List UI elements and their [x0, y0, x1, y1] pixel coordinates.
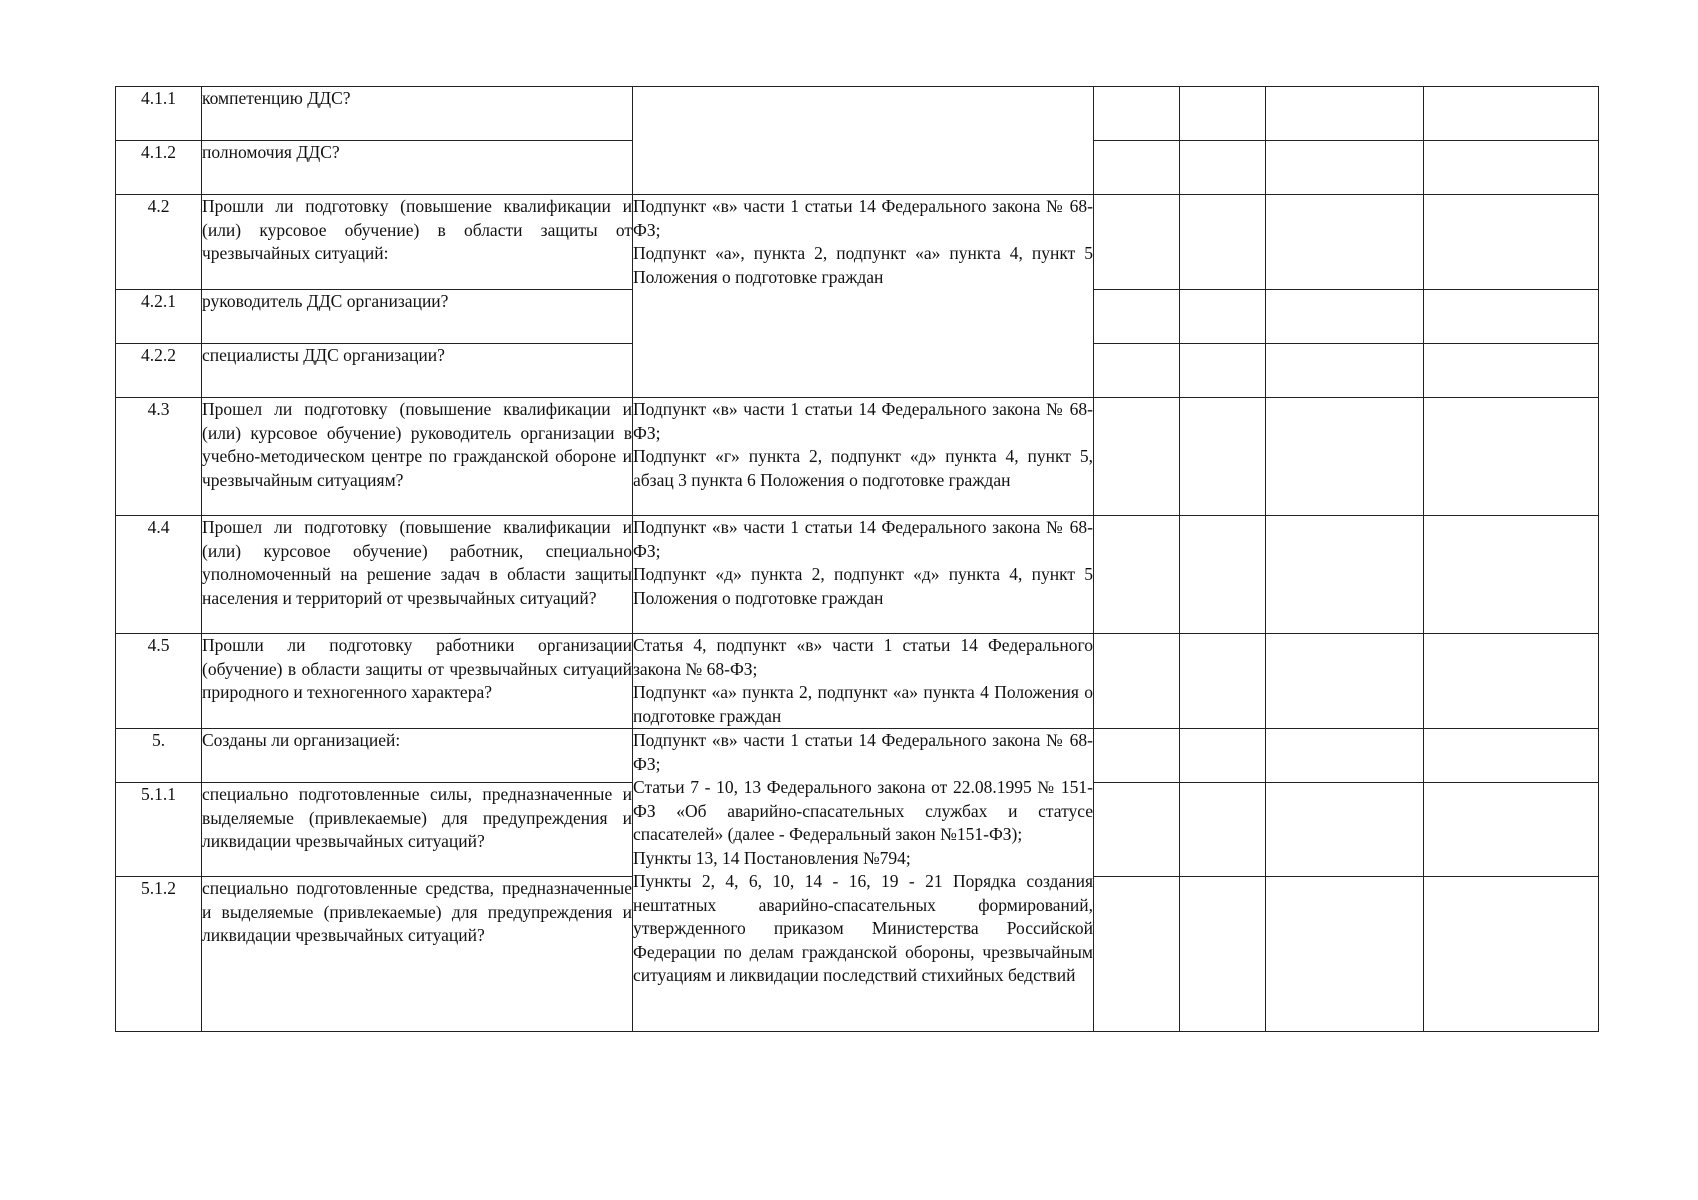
- question-text: Прошел ли подготовку (повышение квалификации и (или) курсовое обучение) работник, специально уполномоченный на решение задач в области защиты населения и территорий от чрезвычайных ситуаций?: [202, 516, 633, 634]
- legal-reference-cell: [633, 195, 1094, 398]
- not-applicable-cell: [1266, 195, 1424, 290]
- table-row: [116, 729, 1599, 783]
- table-row: [116, 87, 1599, 141]
- question-text: Прошли ли подготовку работники организации (обучение) в области защиты от чрезвычайных ситуаций природного и техногенного характера?: [202, 634, 633, 729]
- document-page: [115, 86, 1599, 1032]
- legal-reference-block: [633, 729, 1093, 1028]
- not-applicable-cell: [1266, 634, 1424, 729]
- legal-reference: Статьи 7 - 10, 13 Федерального закона от 22.08.1995 № 151-ФЗ «Об аварийно-спасательных службах и статусе спасателей» (далее - Федеральный закон №151-ФЗ);: [633, 777, 1093, 844]
- item-number: 4.2.2: [116, 344, 202, 398]
- question-text: специально подготовленные силы, предназначенные и выделяемые (привлекаемые) для предупреждения и ликвидации чрезвычайных ситуаций?: [202, 783, 633, 877]
- question-text: полномочия ДДС?: [202, 141, 633, 195]
- answer-no-cell: [1180, 290, 1266, 344]
- answer-no-cell: [1180, 729, 1266, 783]
- not-applicable-cell: [1266, 398, 1424, 516]
- answer-no-cell: [1180, 141, 1266, 195]
- not-applicable-cell: [1266, 290, 1424, 344]
- not-applicable-cell: [1266, 87, 1424, 141]
- answer-yes-cell: [1094, 398, 1180, 516]
- notes-cell: [1424, 195, 1599, 290]
- legal-reference-cell: [633, 87, 1094, 195]
- legal-reference-cell: [633, 398, 1094, 516]
- legal-reference: Подпункт «а», пункта 2, подпункт «а» пункта 4, пункт 5 Положения о подготовке граждан: [633, 243, 1093, 287]
- legal-reference-cell: [633, 634, 1094, 729]
- notes-cell: [1424, 344, 1599, 398]
- answer-yes-cell: [1094, 516, 1180, 634]
- question-text: специалисты ДДС организации?: [202, 344, 633, 398]
- item-number: 4.1.2: [116, 141, 202, 195]
- notes-cell: [1424, 729, 1599, 783]
- answer-yes-cell: [1094, 290, 1180, 344]
- answer-yes-cell: [1094, 141, 1180, 195]
- notes-cell: [1424, 516, 1599, 634]
- not-applicable-cell: [1266, 516, 1424, 634]
- legal-reference: Статья 4, подпункт «в» части 1 статьи 14 Федерального закона № 68-ФЗ;: [633, 635, 1093, 679]
- item-number: 4.3: [116, 398, 202, 516]
- notes-cell: [1424, 634, 1599, 729]
- legal-reference-cell: [633, 516, 1094, 634]
- answer-no-cell: [1180, 783, 1266, 877]
- answer-yes-cell: [1094, 729, 1180, 783]
- question-text: специально подготовленные средства, предназначенные и выделяемые (привлекаемые) для предупреждения и ликвидации чрезвычайных ситуаций?: [202, 877, 633, 1032]
- question-text: Прошел ли подготовку (повышение квалификации и (или) курсовое обучение) руководитель организации в учебно-методическом центре по гражданской обороне и чрезвычайным ситуациям?: [202, 398, 633, 516]
- item-number: 4.4: [116, 516, 202, 634]
- table-row: [116, 516, 1599, 634]
- question-text: Созданы ли организацией:: [202, 729, 633, 783]
- answer-yes-cell: [1094, 877, 1180, 1032]
- legal-reference: Подпункт «в» части 1 статьи 14 Федерального закона № 68-ФЗ;: [633, 730, 1093, 774]
- legal-reference: Подпункт «д» пункта 2, подпункт «д» пункта 4, пункт 5 Положения о подготовке граждан: [633, 564, 1093, 608]
- not-applicable-cell: [1266, 783, 1424, 877]
- question-text: компетенцию ДДС?: [202, 87, 633, 141]
- item-number: 4.2.1: [116, 290, 202, 344]
- answer-no-cell: [1180, 344, 1266, 398]
- legal-reference: Подпункт «в» части 1 статьи 14 Федерального закона № 68-ФЗ;: [633, 517, 1093, 561]
- answer-no-cell: [1180, 516, 1266, 634]
- legal-reference: Подпункт «в» части 1 статьи 14 Федерального закона № 68-ФЗ;: [633, 196, 1093, 240]
- legal-reference: Подпункт «а» пункта 2, подпункт «а» пункта 4 Положения о подготовке граждан: [633, 682, 1093, 726]
- question-text: Прошли ли подготовку (повышение квалификации и (или) курсовое обучение) в области защиты от чрезвычайных ситуаций:: [202, 195, 633, 290]
- answer-yes-cell: [1094, 634, 1180, 729]
- table-row: [116, 195, 1599, 290]
- answer-no-cell: [1180, 398, 1266, 516]
- item-number: 4.1.1: [116, 87, 202, 141]
- not-applicable-cell: [1266, 344, 1424, 398]
- not-applicable-cell: [1266, 877, 1424, 1032]
- item-number: 5.: [116, 729, 202, 783]
- answer-no-cell: [1180, 634, 1266, 729]
- legal-reference: Подпункт «г» пункта 2, подпункт «д» пункта 4, пункт 5, абзац 3 пункта 6 Положения о подготовке граждан: [633, 446, 1093, 490]
- notes-cell: [1424, 141, 1599, 195]
- table-row: [116, 398, 1599, 516]
- item-number: 4.2: [116, 195, 202, 290]
- legal-reference: Пункты 2, 4, 6, 10, 14 - 16, 19 - 21 Порядка создания нештатных аварийно-спасательных формирований, утвержденного приказом Министерства Российской Федерации по делам гражданской обороны, чрезвычайным ситуациям и ликвидации последствий стихийных бедствий: [633, 871, 1093, 985]
- answer-yes-cell: [1094, 344, 1180, 398]
- not-applicable-cell: [1266, 141, 1424, 195]
- notes-cell: [1424, 290, 1599, 344]
- answer-yes-cell: [1094, 783, 1180, 877]
- answer-no-cell: [1180, 877, 1266, 1032]
- table-row: [116, 634, 1599, 729]
- legal-reference-cell: [633, 729, 1094, 1032]
- answer-yes-cell: [1094, 87, 1180, 141]
- notes-cell: [1424, 398, 1599, 516]
- legal-reference: Подпункт «в» части 1 статьи 14 Федерального закона № 68-ФЗ;: [633, 399, 1093, 443]
- item-number: 4.5: [116, 634, 202, 729]
- notes-cell: [1424, 87, 1599, 141]
- not-applicable-cell: [1266, 729, 1424, 783]
- checklist-table: [115, 86, 1599, 1032]
- notes-cell: [1424, 783, 1599, 877]
- item-number: 5.1.1: [116, 783, 202, 877]
- answer-yes-cell: [1094, 195, 1180, 290]
- question-text: руководитель ДДС организации?: [202, 290, 633, 344]
- legal-reference: Пункты 13, 14 Постановления №794;: [633, 847, 911, 868]
- notes-cell: [1424, 877, 1599, 1032]
- answer-no-cell: [1180, 195, 1266, 290]
- answer-no-cell: [1180, 87, 1266, 141]
- item-number: 5.1.2: [116, 877, 202, 1032]
